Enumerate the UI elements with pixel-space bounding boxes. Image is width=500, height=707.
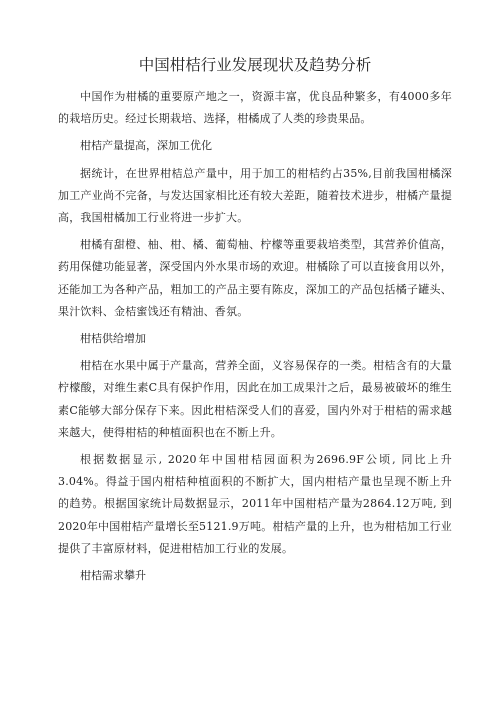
section-heading-demand: 柑桔需求攀升 (80, 569, 146, 583)
section-heading-supply: 柑桔供给增加 (80, 332, 146, 346)
paragraph-statistics: 据统计，在世界柑桔总产量中，用于加工的柑桔约占35%,目前我国柑橘深加工产业尚不完备，与发达国家相比还有较大差距，随着技术进步，柑橘产量提高，我国柑橘加工行业将进一步扩大。 (58, 166, 452, 225)
section-heading-production: 柑桔产量提高，深加工优化 (80, 139, 212, 153)
paragraph-nutrition: 柑桔在水果中属于产量高，营养全面，义容易保存的一类。柑桔含有的大量柠檬酸，对维生素C具有保护作用，因此在加工成果汁之后，最易被破坏的维生素C能够大部分保存下来。因此柑桔深受人们的喜爱，国内外对于柑桔的需求越来越大，使得柑桔的种植面积也在不断上升。 (58, 359, 452, 439)
document-title: 中国柑桔行业发展现状及趋势分析 (138, 56, 372, 74)
paragraph-data: 根据数据显示, 2020年中国柑桔园面积为2696.9F公顷, 同比上升3.04%。得益于国内柑桔种植面积的不断扩大，国内柑桔产量也呈现不断上升的趋势。根据国家统计局数据显示，2011年中国柑桔产量为2864.12万吨, 到2020年中国柑桔产量增长至5121.9万吨。柑桔产量的上升，也为柑桔加工行业提供了丰富原材料，促进柑桔加工行业的发展。 (58, 453, 452, 555)
paragraph-varieties: 柑橘有甜橙、柚、柑、橘、葡萄柚、柠檬等重要栽培类型，其营养价值高，药用保健功能显著，深受国内外水果市场的欢迎。柑橘除了可以直接食用以外，还能加工为各种产品，粗加工的产品主要有陈皮，深加工的产品包括橘子罐头、果汁饮料、金桔蜜饯还有精油、香氛。 (58, 238, 452, 318)
paragraph-intro: 中国作为柑橘的重要原产地之一，资源丰富，优良品种繁多，有4000多年的栽培历史。经过长期栽培、选择，柑橘成了人类的珍贵果品。 (58, 90, 452, 126)
